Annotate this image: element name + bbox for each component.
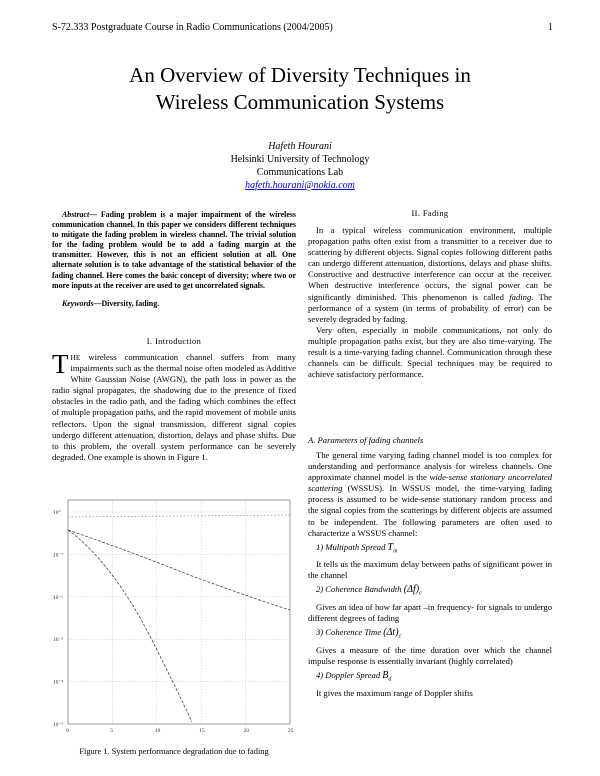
parameters-intro-paragraph: The general time varying fading channel model is too complex for understanding and performance analysis for wireless channels. One approximate channel model is the wide-sense stationary uncorrelated scattering (WSSUS). In WSSUS model, the time-varying fading process is assumed to be wide-sense stationary random process and the signal copies from the scatterings by different objects are assumed to be independent. The following parameters are often used to characterize a WSSUS channel: <box>308 450 552 538</box>
section-heading-introduction: I. Introduction <box>146 337 202 346</box>
x-tick-label: 5 <box>110 728 114 734</box>
title-line-2: Wireless Communication Systems <box>155 90 445 114</box>
author-lab: Communications Lab <box>256 167 344 178</box>
page-number: 1 <box>548 22 553 33</box>
x-tick-label: 20 <box>243 728 250 734</box>
x-tick-label: 15 <box>199 728 205 734</box>
fading-reference-line <box>68 515 290 517</box>
parameter-description: Gives an idea of how far apart –in frequency- for signals to undergo different degrees of fading <box>308 602 552 624</box>
author-affiliation: Helsinki University of Technology <box>230 154 370 165</box>
figure-1-caption: Figure 1. System performance degradation due to fading <box>79 747 269 756</box>
left-column <box>52 210 296 309</box>
y-tick-label: 10° <box>53 510 61 516</box>
x-tick-label: 25 <box>288 728 294 734</box>
fading-section-text <box>308 225 552 380</box>
parameter-description: It gives the maximum range of Doppler shifts <box>316 687 473 698</box>
fading-paragraph-2: Very often, especially in mobile communications, not only do multiple propagation paths exist, but they are also time-varying. The result is a time-varying fading channel. Communication through these channels can be difficult. Special techniques may be required to achieve satisfactory performance. <box>308 324 552 380</box>
abstract: Abstract— Fading problem is a major impairment of the wireless communication channel. In this paper we considers different techniques to mitigate the fading problem in wireless channel. The trivial solution for the fading problem would be to add a fading margin at the transmitter. However, this is not an efficient solution at all. One alternate solution is to take advantage of the statistical behavior of the fading channel. Here comes the basic concept of diversity; where two or more inputs at the receiver are used to get uncorrelated signals. <box>52 210 296 290</box>
parameter-heading: 3) Coherence Time $(\Delta t)_c$ <box>316 627 402 640</box>
x-tick-label: 0 <box>66 728 69 734</box>
x-tick-label: 10 <box>154 728 161 734</box>
keywords: Keywords—Diversity, fading. <box>62 298 160 308</box>
subsection-heading-parameters: A. Parameters of fading channels <box>308 435 424 445</box>
author-email-link[interactable]: hafeth.hourani@nokia.com <box>245 180 355 191</box>
y-tick-label: 10⁻² <box>53 594 64 601</box>
y-tick-label: 10⁻⁴ <box>53 679 64 686</box>
fading-paragraph-1: In a typical wireless communication environment, multiple propagation paths often exist from a transmitter to a receiver due to scattering by different objects. Signal copies following different paths can undergo different attenuation, distortions, delays and phase shifts. Constructive and destructive interference can occur at the receiver. When destructive interference occurs, the signal power can be significantly diminished. This phenomenon is called fading. The performance of a system (in terms of probability of error) can be severely degraded by fading. <box>308 225 552 324</box>
fading-curve <box>68 530 290 610</box>
parameter-heading: 1) Multipath Spread $T_m$ <box>316 541 398 555</box>
keywords-label: Keywords <box>62 298 94 308</box>
parameter-heading: 2) Coherence Bandwidth $(\Delta f)_c$ <box>316 584 422 598</box>
author-name: Hafeth Hourani <box>268 141 332 152</box>
parameter-list <box>308 542 552 699</box>
paper-title <box>0 62 600 116</box>
abstract-label: Abstract <box>62 210 90 219</box>
title-line-1: An Overview of Diversity Techniques in <box>129 63 471 87</box>
y-tick-label: 10⁻³ <box>53 637 64 644</box>
parameters-section-text <box>308 450 552 699</box>
plot-frame <box>68 500 290 724</box>
running-header: S-72.333 Postgraduate Course in Radio Communications (2004/2005) <box>52 22 333 33</box>
figure-1-plot <box>52 492 296 742</box>
y-tick-label: 10⁻⁵ <box>53 722 64 728</box>
parameter-heading: 4) Doppler Spread $B_d$ <box>316 669 392 683</box>
parameter-description: Gives a measure of the time duration over which the channel impulse response is essentially invariant (highly correlated) <box>308 644 552 666</box>
awgn-curve <box>68 530 192 722</box>
parameter-description: It tells us the maximum delay between paths of significant power in the channel <box>308 559 552 581</box>
section-heading-fading: II. Fading <box>411 209 449 218</box>
y-tick-label: 10⁻¹ <box>53 552 64 559</box>
drop-cap: T <box>52 349 69 379</box>
introduction-text: THE wireless communication channel suffers from many impairments such as the thermal noise often modeled as Additive White Gaussian Noise (AWGN), the path loss in power as the radio signal propagates, the shadowing due to the presence of fixed obstacles in the radio path, and the fading which combines the effect of multiple propagation paths, and the rapid movement of mobile units reflectors. Upon the signal transmission, different signal copies undergo different attenuation, distortion, delays and phase shifts. Due to this problem, the overall system performance can be severely degraded. One example is shown in Figure 1. <box>52 349 296 462</box>
